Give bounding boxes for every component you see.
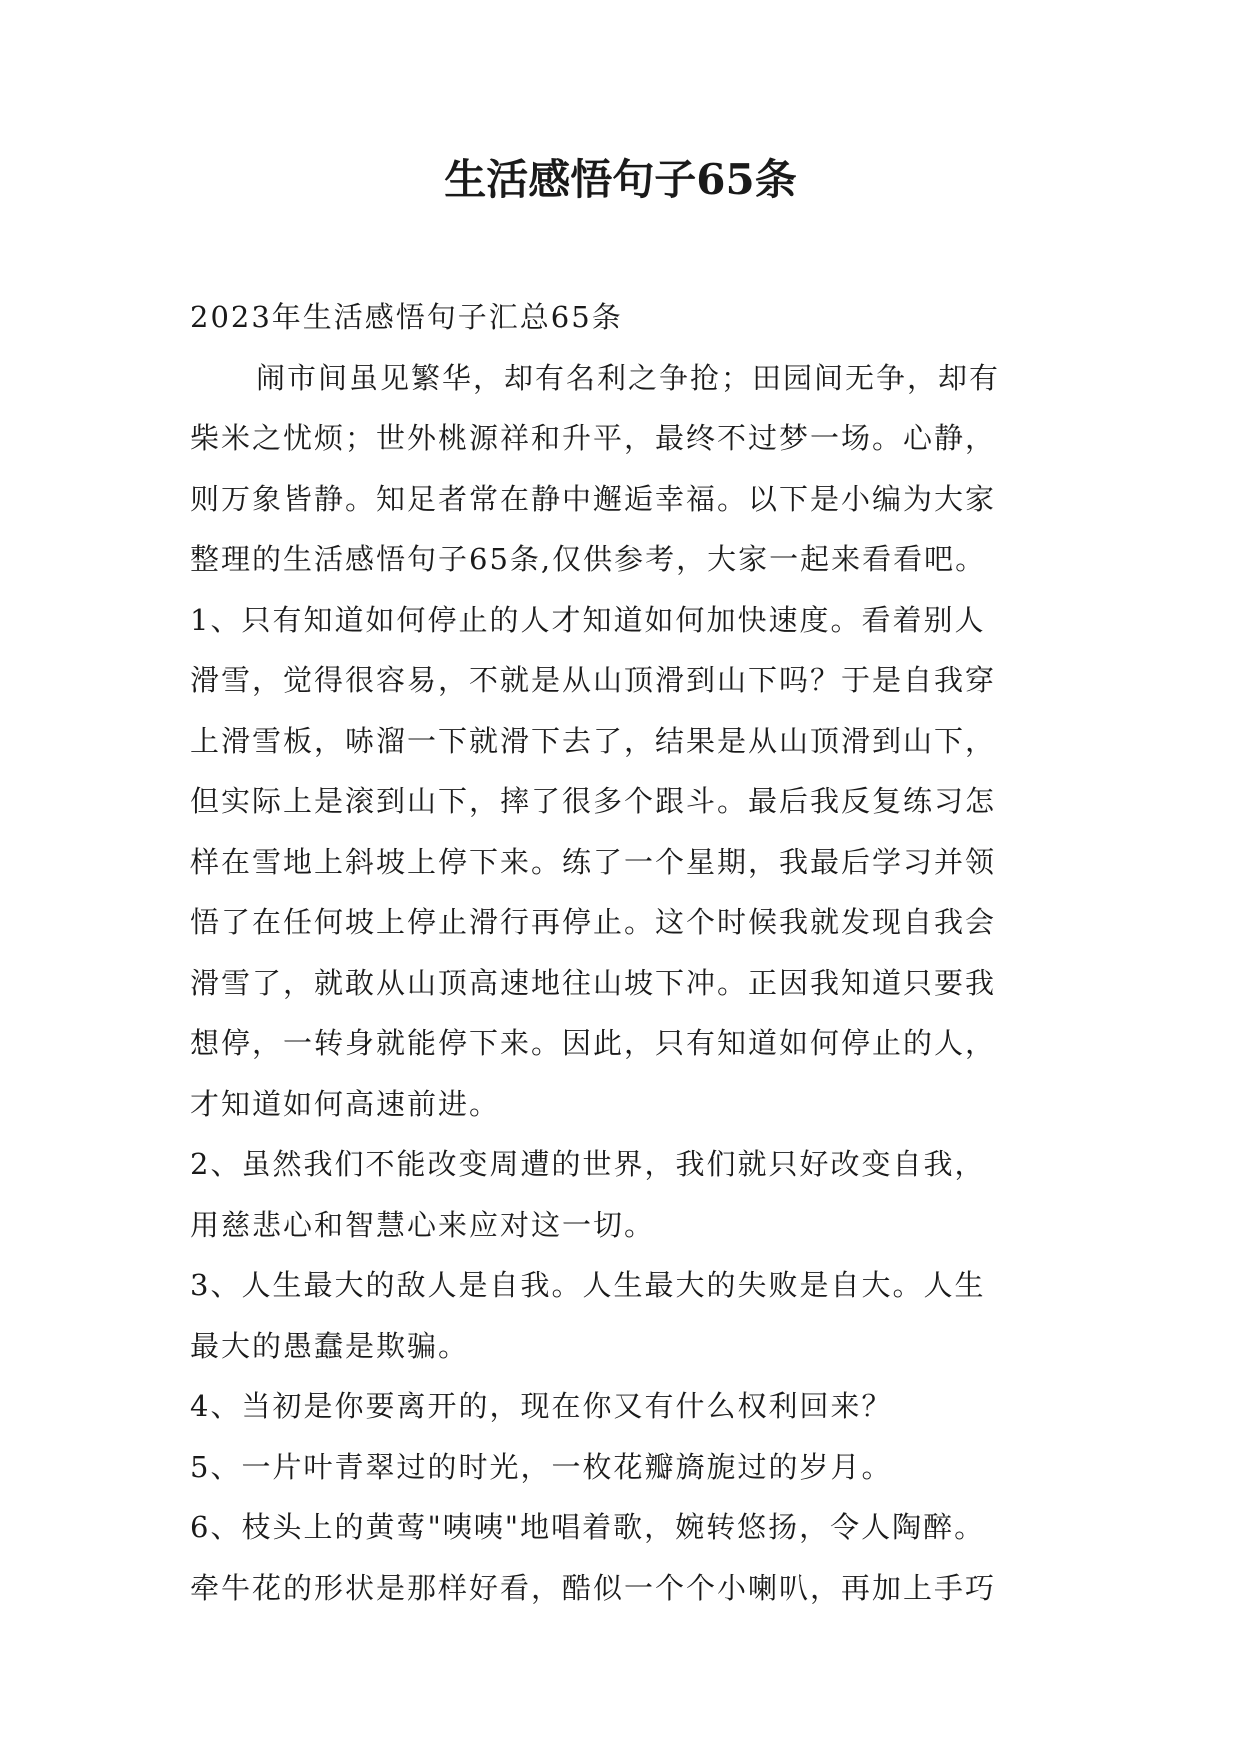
text-line: 用慈悲心和智慧心来应对这一切。	[190, 1207, 656, 1242]
document-title: 生活感悟句子65条	[444, 155, 797, 204]
text-line: 1、只有知道如何停止的人才知道如何加快速度。看着别人	[190, 602, 986, 637]
text-line: 4、当初是你要离开的，现在你又有什么权利回来？	[190, 1389, 893, 1423]
text-line: 但实际上是滚到山下，摔了很多个跟斗。最后我反复练习怎	[190, 784, 997, 818]
text-line: 6、枝头上的黄莺"咦咦"地唱着歌，婉转悠扬，令人陶醉。	[190, 1510, 986, 1544]
text-line: 牵牛花的形状是那样好看，酷似一个个小喇叭，再加上手巧	[190, 1570, 997, 1605]
text-line: 整理的生活感悟句子65条,仅供参考，大家一起来看看吧。	[190, 542, 987, 576]
text-line: 才知道如何高速前进。	[190, 1086, 501, 1121]
text-line: 柴米之忧烦；世外桃源祥和升平，最终不过梦一场。心静，	[190, 421, 997, 455]
text-line: 闹市间虽见繁华，却有名利之争抢；田园间无争，却有	[256, 360, 1001, 395]
document-body	[190, 287, 1070, 1618]
text-line: 3、人生最大的敌人是自我。人生最大的失败是自大。人生	[190, 1268, 986, 1302]
text-line: 想停，一转身就能停下来。因此，只有知道如何停止的人，	[190, 1026, 997, 1060]
text-line: 滑雪了，就敢从山顶高速地往山坡下冲。正因我知道只要我	[190, 965, 997, 1000]
text-line: 上滑雪板，哧溜一下就滑下去了，结果是从山顶滑到山下，	[190, 723, 997, 758]
text-line: 滑雪，觉得很容易，不就是从山顶滑到山下吗？于是自我穿	[190, 663, 997, 697]
text-line: 样在雪地上斜坡上停下来。练了一个星期，我最后学习并领	[190, 844, 997, 879]
text-lines	[190, 348, 1070, 1619]
text-line: 则万象皆静。知足者常在静中邂逅幸福。以下是小编为大家	[190, 481, 997, 516]
text-line: 2、虽然我们不能改变周遭的世界，我们就只好改变自我，	[190, 1147, 986, 1181]
text-line: 5、一片叶青翠过的时光，一枚花瓣旖旎过的岁月。	[190, 1449, 893, 1484]
document-subtitle: 2023年生活感悟句子汇总65条	[190, 300, 623, 334]
text-line: 最大的愚蠢是欺骗。	[190, 1328, 470, 1363]
text-line: 悟了在任何坡上停止滑行再停止。这个时候我就发现自我会	[190, 905, 997, 939]
